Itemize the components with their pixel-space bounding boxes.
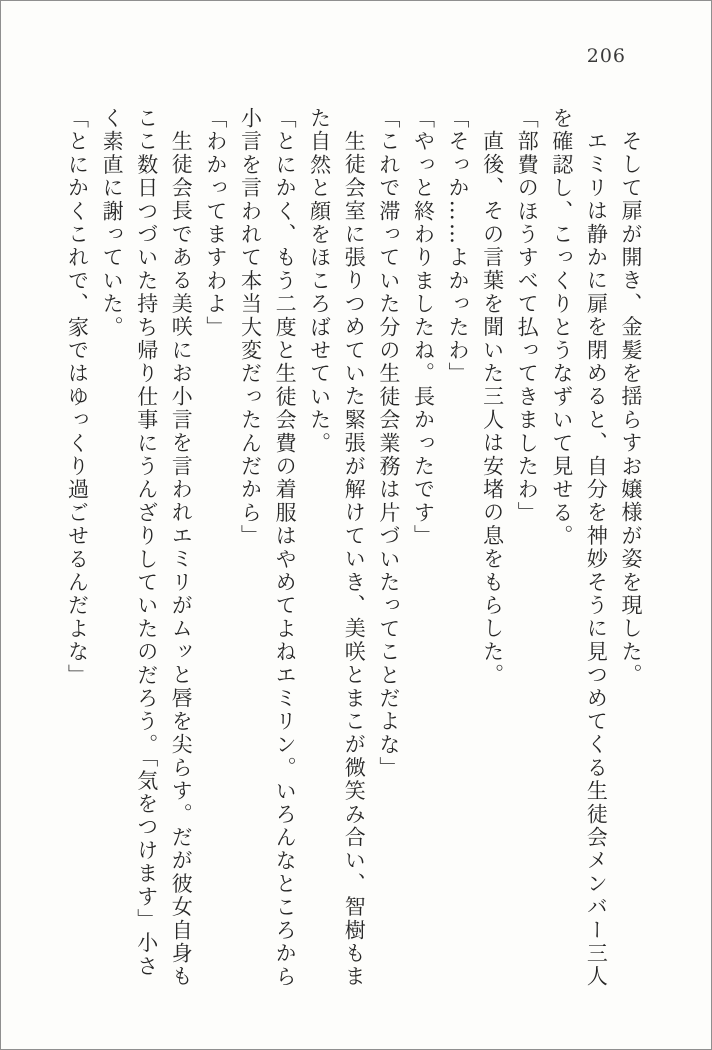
text-line: 「そっか……よかったわ」 — [446, 107, 471, 386]
text-line: く素直に謝っていた。 — [100, 107, 125, 339]
text-line: 「とにかくこれで、家ではゆっくり過ごせるんだよな」 — [65, 107, 90, 687]
vertical-text-block — [60, 107, 648, 1009]
page-number: 206 — [586, 45, 626, 67]
text-line: 直後、その言葉を聞いた三人は安堵の息をもらした。 — [480, 130, 505, 687]
text-line: を確認し、こっくりとうなずいて見せる。 — [549, 107, 574, 548]
text-line: 「やっと終わりましたね。長かったです」 — [411, 107, 436, 548]
text-line: 「とにかく、もう二度と生徒会費の着服はやめてよねエミリン。いろんなところから — [273, 107, 298, 989]
text-line: 小言を言われて本当大変だったんだから」 — [238, 107, 263, 548]
text-line: 「部費のほうすべて払ってきましたわ」 — [515, 107, 540, 525]
text-line: ここ数日つづいた持ち帰り仕事にうんざりしていたのだろう。「気をつけます」小さ — [134, 107, 159, 979]
text-line: エミリは静かに扉を閉めると、自分を神妙そうに見つめてくる生徒会メンバー三人 — [584, 130, 609, 989]
text-line: 「わかってますわよ」 — [203, 107, 228, 339]
text-line: 「これで滞っていた分の生徒会業務は片づいたってことだよな」 — [376, 107, 401, 780]
text-line: た自然と顔をほころばせていた。 — [307, 107, 332, 455]
text-line: 生徒会室に張りつめていた緊張が解けていき、美咲とまこが微笑み合い、智樹もま — [342, 130, 367, 989]
text-line: 生徒会長である美咲にお小言を言われエミリがムッと唇を尖らす。だが彼女自身も — [169, 130, 194, 989]
text-line: そして扉が開き、金髪を揺らすお嬢様が姿を現した。 — [619, 130, 643, 687]
